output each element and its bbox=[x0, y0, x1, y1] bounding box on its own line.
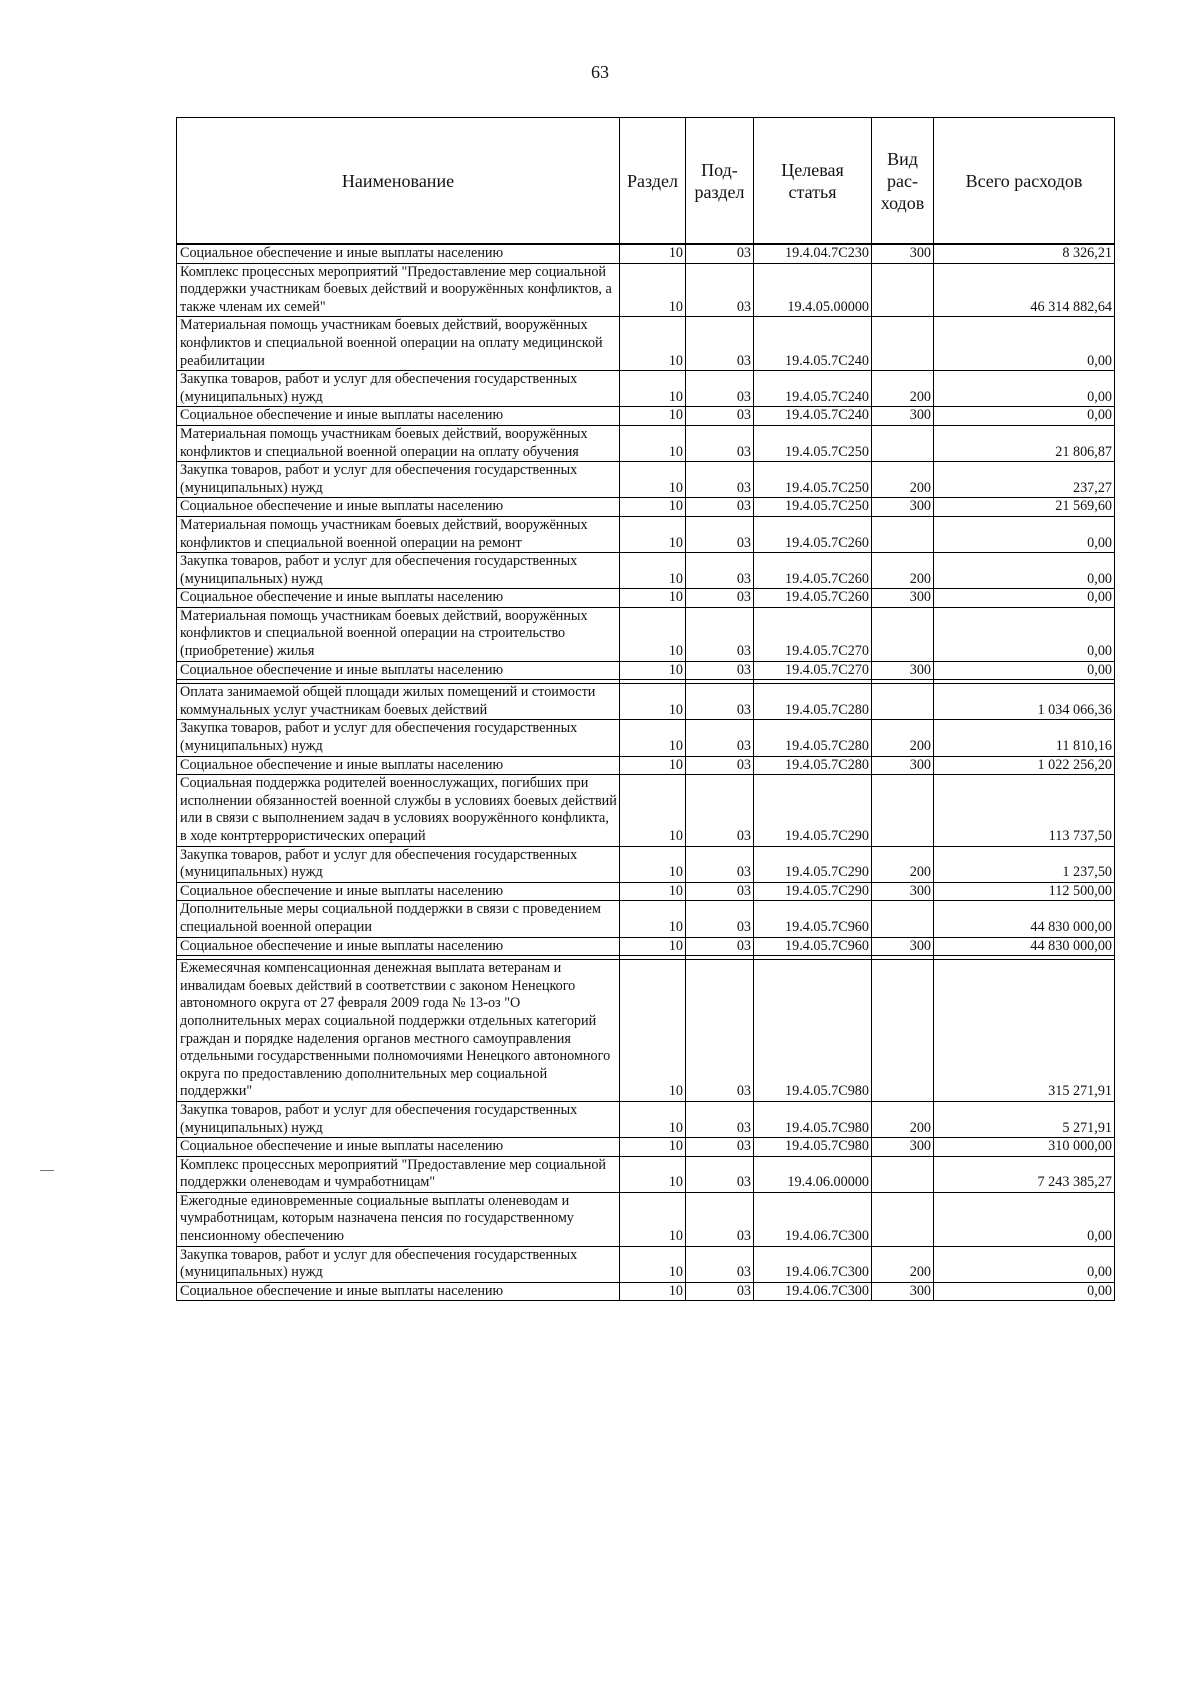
header-vsego: Всего расходов bbox=[934, 118, 1115, 245]
cell-razdel: 10 bbox=[620, 553, 686, 589]
cell-tselevaya: 19.4.05.7С980 bbox=[754, 960, 872, 1102]
cell-vsego: 11 810,16 bbox=[934, 720, 1115, 756]
cell-vid bbox=[872, 1156, 934, 1192]
table-row bbox=[177, 462, 1115, 498]
header-name: Наименование bbox=[177, 118, 620, 245]
cell-name: Закупка товаров, работ и услуг для обеспечения государственных (муниципальных) нужд bbox=[177, 553, 620, 589]
cell-tselevaya: 19.4.06.7С300 bbox=[754, 1282, 872, 1301]
header-tselevaya: Целевая статья bbox=[754, 118, 872, 245]
cell-podrazdel: 03 bbox=[686, 1156, 754, 1192]
cell-tselevaya: 19.4.05.7С260 bbox=[754, 589, 872, 608]
cell-podrazdel: 03 bbox=[686, 756, 754, 775]
cell-tselevaya: 19.4.05.7С290 bbox=[754, 882, 872, 901]
cell-vsego: 7 243 385,27 bbox=[934, 1156, 1115, 1192]
cell-vsego: 21 806,87 bbox=[934, 425, 1115, 461]
cell-podrazdel: 03 bbox=[686, 846, 754, 882]
cell-podrazdel: 03 bbox=[686, 775, 754, 846]
table-row bbox=[177, 882, 1115, 901]
cell-razdel: 10 bbox=[620, 607, 686, 661]
cell-tselevaya: 19.4.05.7С960 bbox=[754, 901, 872, 937]
cell-vsego: 315 271,91 bbox=[934, 960, 1115, 1102]
cell-vsego: 46 314 882,64 bbox=[934, 263, 1115, 317]
cell-tselevaya: 19.4.06.7С300 bbox=[754, 1246, 872, 1282]
cell-podrazdel: 03 bbox=[686, 1246, 754, 1282]
cell-razdel: 10 bbox=[620, 901, 686, 937]
cell-tselevaya: 19.4.04.7С230 bbox=[754, 244, 872, 263]
cell-razdel: 10 bbox=[620, 317, 686, 371]
cell-tselevaya: 19.4.05.7С240 bbox=[754, 371, 872, 407]
cell-razdel: 10 bbox=[620, 462, 686, 498]
cell-podrazdel: 03 bbox=[686, 661, 754, 680]
cell-podrazdel: 03 bbox=[686, 1282, 754, 1301]
cell-tselevaya: 19.4.05.7С280 bbox=[754, 720, 872, 756]
cell-razdel: 10 bbox=[620, 498, 686, 517]
cell-name: Материальная помощь участникам боевых действий, вооружённых конфликтов и специальной военной операции на строительство (приобретение) жилья bbox=[177, 607, 620, 661]
cell-podrazdel: 03 bbox=[686, 960, 754, 1102]
cell-podrazdel: 03 bbox=[686, 263, 754, 317]
cell-vsego: 113 737,50 bbox=[934, 775, 1115, 846]
cell-name: Закупка товаров, работ и услуг для обеспечения государственных (муниципальных) нужд bbox=[177, 462, 620, 498]
cell-razdel: 10 bbox=[620, 960, 686, 1102]
table-row bbox=[177, 775, 1115, 846]
cell-name: Социальное обеспечение и иные выплаты населению bbox=[177, 937, 620, 956]
margin-mark bbox=[40, 1170, 54, 1171]
cell-vid bbox=[872, 263, 934, 317]
cell-tselevaya: 19.4.05.7С240 bbox=[754, 317, 872, 371]
cell-podrazdel: 03 bbox=[686, 498, 754, 517]
cell-tselevaya: 19.4.05.00000 bbox=[754, 263, 872, 317]
cell-vsego: 8 326,21 bbox=[934, 244, 1115, 263]
table-row bbox=[177, 317, 1115, 371]
cell-vid: 200 bbox=[872, 462, 934, 498]
cell-vsego: 1 237,50 bbox=[934, 846, 1115, 882]
cell-podrazdel: 03 bbox=[686, 371, 754, 407]
cell-vid bbox=[872, 425, 934, 461]
cell-vsego: 0,00 bbox=[934, 607, 1115, 661]
cell-name: Дополнительные меры социальной поддержки в связи с проведением специальной военной операции bbox=[177, 901, 620, 937]
cell-razdel: 10 bbox=[620, 661, 686, 680]
cell-name: Закупка товаров, работ и услуг для обеспечения государственных (муниципальных) нужд bbox=[177, 1246, 620, 1282]
cell-vsego: 0,00 bbox=[934, 589, 1115, 608]
budget-table bbox=[176, 117, 1115, 1301]
cell-vid bbox=[872, 684, 934, 720]
cell-podrazdel: 03 bbox=[686, 720, 754, 756]
cell-vsego: 0,00 bbox=[934, 317, 1115, 371]
cell-vsego: 0,00 bbox=[934, 1282, 1115, 1301]
cell-vsego: 0,00 bbox=[934, 371, 1115, 407]
cell-vid bbox=[872, 901, 934, 937]
cell-vsego: 0,00 bbox=[934, 661, 1115, 680]
header-razdel: Раздел bbox=[620, 118, 686, 245]
cell-vid bbox=[872, 607, 934, 661]
cell-podrazdel: 03 bbox=[686, 589, 754, 608]
cell-tselevaya: 19.4.05.7С260 bbox=[754, 516, 872, 552]
cell-name: Социальная поддержка родителей военнослужащих, погибших при исполнении обязанностей военной службы в условиях боевых действий или в связи с выполнением задач в условиях вооружённого конфликта, в ходе контртеррористических операций bbox=[177, 775, 620, 846]
cell-vsego: 44 830 000,00 bbox=[934, 937, 1115, 956]
cell-vid: 300 bbox=[872, 589, 934, 608]
cell-podrazdel: 03 bbox=[686, 607, 754, 661]
cell-name: Закупка товаров, работ и услуг для обеспечения государственных (муниципальных) нужд bbox=[177, 1101, 620, 1137]
cell-razdel: 10 bbox=[620, 371, 686, 407]
cell-tselevaya: 19.4.05.7С240 bbox=[754, 407, 872, 426]
cell-podrazdel: 03 bbox=[686, 1101, 754, 1137]
cell-vid: 300 bbox=[872, 661, 934, 680]
cell-podrazdel: 03 bbox=[686, 1138, 754, 1157]
cell-vsego: 237,27 bbox=[934, 462, 1115, 498]
cell-name: Социальное обеспечение и иные выплаты населению bbox=[177, 498, 620, 517]
cell-podrazdel: 03 bbox=[686, 901, 754, 937]
cell-vid: 300 bbox=[872, 498, 934, 517]
table-row bbox=[177, 1282, 1115, 1301]
cell-name: Закупка товаров, работ и услуг для обеспечения государственных (муниципальных) нужд bbox=[177, 720, 620, 756]
cell-name: Ежемесячная компенсационная денежная выплата ветеранам и инвалидам боевых действий в соответствии с законом Ненецкого автономного округа от 27 февраля 2009 года № 13-оз "О дополнительных мерах социальной поддержки отдельных категорий граждан и порядке наделения органов местного самоуправления отдельными государственными полномочиями Ненецкого автономного округа по предоставлению дополнительных мер социальной поддержки" bbox=[177, 960, 620, 1102]
cell-vid: 200 bbox=[872, 553, 934, 589]
table-row bbox=[177, 661, 1115, 680]
cell-name: Материальная помощь участникам боевых действий, вооружённых конфликтов и специальной военной операции на оплату обучения bbox=[177, 425, 620, 461]
cell-name: Комплекс процессных мероприятий "Предоставление мер социальной поддержки оленеводам и чумработницам" bbox=[177, 1156, 620, 1192]
cell-vid: 300 bbox=[872, 1138, 934, 1157]
cell-razdel: 10 bbox=[620, 846, 686, 882]
cell-vid: 200 bbox=[872, 846, 934, 882]
cell-vsego: 44 830 000,00 bbox=[934, 901, 1115, 937]
cell-vsego: 1 022 256,20 bbox=[934, 756, 1115, 775]
cell-tselevaya: 19.4.05.7С290 bbox=[754, 846, 872, 882]
table-row bbox=[177, 244, 1115, 263]
cell-razdel: 10 bbox=[620, 1282, 686, 1301]
cell-name: Социальное обеспечение и иные выплаты населению bbox=[177, 882, 620, 901]
cell-razdel: 10 bbox=[620, 244, 686, 263]
cell-tselevaya: 19.4.05.7С980 bbox=[754, 1101, 872, 1137]
cell-vid: 300 bbox=[872, 882, 934, 901]
cell-tselevaya: 19.4.05.7С280 bbox=[754, 684, 872, 720]
cell-vsego: 0,00 bbox=[934, 553, 1115, 589]
header-row bbox=[177, 118, 1115, 245]
cell-podrazdel: 03 bbox=[686, 425, 754, 461]
cell-tselevaya: 19.4.05.7С960 bbox=[754, 937, 872, 956]
cell-tselevaya: 19.4.05.7С250 bbox=[754, 425, 872, 461]
cell-vid bbox=[872, 1192, 934, 1246]
cell-tselevaya: 19.4.05.7С250 bbox=[754, 498, 872, 517]
table-row bbox=[177, 1101, 1115, 1137]
cell-razdel: 10 bbox=[620, 882, 686, 901]
cell-podrazdel: 03 bbox=[686, 317, 754, 371]
cell-vid: 300 bbox=[872, 937, 934, 956]
cell-tselevaya: 19.4.05.7С250 bbox=[754, 462, 872, 498]
header-podrazdel: Под- раздел bbox=[686, 118, 754, 245]
cell-name: Материальная помощь участникам боевых действий, вооружённых конфликтов и специальной военной операции на оплату медицинской реабилитации bbox=[177, 317, 620, 371]
table-row bbox=[177, 407, 1115, 426]
cell-razdel: 10 bbox=[620, 589, 686, 608]
cell-tselevaya: 19.4.05.7С980 bbox=[754, 1138, 872, 1157]
cell-name: Ежегодные единовременные социальные выплаты оленеводам и чумработницам, которым назначена пенсия по государственному пенсионному обеспечению bbox=[177, 1192, 620, 1246]
cell-name: Закупка товаров, работ и услуг для обеспечения государственных (муниципальных) нужд bbox=[177, 371, 620, 407]
table-row bbox=[177, 371, 1115, 407]
header-vid: Вид рас- ходов bbox=[872, 118, 934, 245]
cell-podrazdel: 03 bbox=[686, 684, 754, 720]
cell-vid bbox=[872, 960, 934, 1102]
cell-name: Оплата занимаемой общей площади жилых помещений и стоимости коммунальных услуг участникам боевых действий bbox=[177, 684, 620, 720]
table-row bbox=[177, 720, 1115, 756]
cell-razdel: 10 bbox=[620, 684, 686, 720]
cell-vsego: 21 569,60 bbox=[934, 498, 1115, 517]
table-row bbox=[177, 607, 1115, 661]
cell-name: Социальное обеспечение и иные выплаты населению bbox=[177, 407, 620, 426]
cell-razdel: 10 bbox=[620, 1138, 686, 1157]
cell-razdel: 10 bbox=[620, 720, 686, 756]
cell-tselevaya: 19.4.06.00000 bbox=[754, 1156, 872, 1192]
cell-podrazdel: 03 bbox=[686, 882, 754, 901]
cell-vid bbox=[872, 516, 934, 552]
cell-name: Социальное обеспечение и иные выплаты населению bbox=[177, 1138, 620, 1157]
cell-name: Закупка товаров, работ и услуг для обеспечения государственных (муниципальных) нужд bbox=[177, 846, 620, 882]
table-row bbox=[177, 263, 1115, 317]
table-row bbox=[177, 937, 1115, 956]
cell-vid: 200 bbox=[872, 720, 934, 756]
cell-name: Комплекс процессных мероприятий "Предоставление мер социальной поддержки участникам боевых действий и вооружённых конфликтов, а также членам их семей" bbox=[177, 263, 620, 317]
cell-razdel: 10 bbox=[620, 775, 686, 846]
cell-vid: 300 bbox=[872, 244, 934, 263]
cell-vsego: 112 500,00 bbox=[934, 882, 1115, 901]
table-row bbox=[177, 960, 1115, 1102]
table-body bbox=[177, 244, 1115, 1301]
table-row bbox=[177, 756, 1115, 775]
table-row bbox=[177, 846, 1115, 882]
table-row bbox=[177, 589, 1115, 608]
cell-name: Социальное обеспечение и иные выплаты населению bbox=[177, 1282, 620, 1301]
table-row bbox=[177, 425, 1115, 461]
cell-vsego: 1 034 066,36 bbox=[934, 684, 1115, 720]
cell-podrazdel: 03 bbox=[686, 407, 754, 426]
cell-vid: 300 bbox=[872, 756, 934, 775]
cell-vid: 200 bbox=[872, 371, 934, 407]
cell-razdel: 10 bbox=[620, 1246, 686, 1282]
table-row bbox=[177, 1138, 1115, 1157]
cell-vsego: 0,00 bbox=[934, 516, 1115, 552]
table-row bbox=[177, 516, 1115, 552]
table-row bbox=[177, 1192, 1115, 1246]
cell-tselevaya: 19.4.06.7С300 bbox=[754, 1192, 872, 1246]
cell-vid: 300 bbox=[872, 1282, 934, 1301]
cell-name: Социальное обеспечение и иные выплаты населению bbox=[177, 244, 620, 263]
cell-vid: 200 bbox=[872, 1246, 934, 1282]
cell-vid bbox=[872, 775, 934, 846]
cell-tselevaya: 19.4.05.7С260 bbox=[754, 553, 872, 589]
table-row bbox=[177, 553, 1115, 589]
cell-tselevaya: 19.4.05.7С280 bbox=[754, 756, 872, 775]
cell-razdel: 10 bbox=[620, 1101, 686, 1137]
cell-razdel: 10 bbox=[620, 756, 686, 775]
cell-name: Материальная помощь участникам боевых действий, вооружённых конфликтов и специальной военной операции на ремонт bbox=[177, 516, 620, 552]
cell-name: Социальное обеспечение и иные выплаты населению bbox=[177, 589, 620, 608]
page-number: 63 bbox=[591, 62, 609, 82]
cell-vsego: 5 271,91 bbox=[934, 1101, 1115, 1137]
cell-vid bbox=[872, 317, 934, 371]
cell-razdel: 10 bbox=[620, 263, 686, 317]
cell-razdel: 10 bbox=[620, 937, 686, 956]
cell-tselevaya: 19.4.05.7С270 bbox=[754, 661, 872, 680]
cell-vid: 200 bbox=[872, 1101, 934, 1137]
cell-podrazdel: 03 bbox=[686, 937, 754, 956]
table-row bbox=[177, 498, 1115, 517]
table-row bbox=[177, 684, 1115, 720]
cell-podrazdel: 03 bbox=[686, 244, 754, 263]
cell-razdel: 10 bbox=[620, 407, 686, 426]
cell-vsego: 310 000,00 bbox=[934, 1138, 1115, 1157]
cell-podrazdel: 03 bbox=[686, 516, 754, 552]
cell-name: Социальное обеспечение и иные выплаты населению bbox=[177, 661, 620, 680]
cell-name: Социальное обеспечение и иные выплаты населению bbox=[177, 756, 620, 775]
cell-razdel: 10 bbox=[620, 516, 686, 552]
cell-vsego: 0,00 bbox=[934, 1246, 1115, 1282]
table-row bbox=[177, 901, 1115, 937]
cell-vsego: 0,00 bbox=[934, 1192, 1115, 1246]
cell-tselevaya: 19.4.05.7С270 bbox=[754, 607, 872, 661]
cell-razdel: 10 bbox=[620, 425, 686, 461]
cell-vsego: 0,00 bbox=[934, 407, 1115, 426]
cell-tselevaya: 19.4.05.7С290 bbox=[754, 775, 872, 846]
cell-vid: 300 bbox=[872, 407, 934, 426]
cell-razdel: 10 bbox=[620, 1156, 686, 1192]
cell-podrazdel: 03 bbox=[686, 553, 754, 589]
cell-podrazdel: 03 bbox=[686, 462, 754, 498]
table-row bbox=[177, 1246, 1115, 1282]
cell-razdel: 10 bbox=[620, 1192, 686, 1246]
table-row bbox=[177, 1156, 1115, 1192]
cell-podrazdel: 03 bbox=[686, 1192, 754, 1246]
